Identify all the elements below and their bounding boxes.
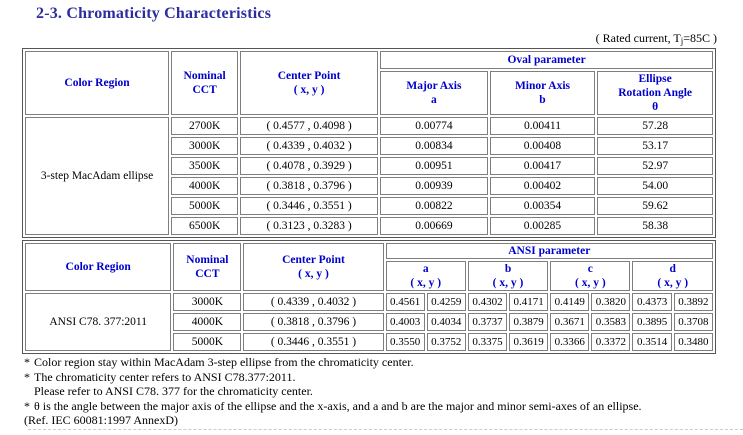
theta-symbol: θ [652,101,659,113]
header-line: Nominal [183,70,226,82]
footnote-theta-definition [24,399,741,414]
page-title: 2-3. Chromaticity Characteristics [36,5,272,22]
cell-major-a: 0.00951 [380,157,488,175]
header-line: ( x, y ) [293,84,325,96]
cell-value: 0.3708 [674,313,713,331]
param-label: a [422,263,429,275]
cell-cct: 2700K [171,117,238,135]
footnote-text: Color region stay within MacAdam 3-step ellipse from the chromaticity center. [34,355,414,369]
cell-center-point: ( 0.4577 , 0.4098 ) [240,117,378,135]
footnote-text: Please refer to ANSI C78. 377 for the chromaticity center. [34,384,313,398]
ansi-header-row-1 [25,243,713,259]
footnotes [24,355,741,428]
cell-cct: 4000K [173,313,241,331]
cell-major-a: 0.00822 [380,197,488,215]
page-bottom-divider [28,429,743,430]
header-line: Minor Axis [514,80,570,92]
param-xy: ( x, y ) [657,277,689,289]
cell-value: 0.3820 [591,293,630,311]
cell-cct: 3000K [171,137,238,155]
table-row [25,293,713,311]
cell-theta: 52.97 [597,157,713,175]
header-line: CCT [195,268,220,280]
footnote-reference [24,413,741,428]
cell-value: 0.3892 [674,293,713,311]
cell-theta: 57.28 [597,117,713,135]
header-param-d [632,261,713,291]
cell-minor-b: 0.00417 [490,157,596,175]
footnote-macadam [24,355,741,370]
ansi-parameter-table [22,240,716,354]
cell-minor-b: 0.00354 [490,197,596,215]
cell-center-point: ( 0.4078 , 0.3929 ) [240,157,378,175]
region-label-ansi: ANSI C78. 377:2011 [25,293,171,351]
cell-theta: 54.00 [597,177,713,195]
footnote-text: θ is the angle between the major axis of the ellipse and the x-axis, and a and b are the major and minor semi-axes of an ellipse. [34,398,642,413]
cell-value: 0.4259 [427,293,466,311]
cell-center-point: ( 0.3818 , 0.3796 ) [240,177,378,195]
cell-theta: 58.38 [597,217,713,235]
header-line: a [431,94,437,106]
header-param-c [550,261,630,291]
cell-minor-b: 0.00408 [490,137,596,155]
cell-value: 0.3737 [468,313,507,331]
cell-minor-b: 0.00411 [490,117,596,135]
param-label: c [587,263,593,275]
cell-major-a: 0.00669 [380,217,488,235]
header-color-region: Color Region [25,243,171,291]
header-line: Major Axis [406,80,462,92]
header-line: ( x, y ) [298,268,329,280]
cell-center-point: ( 0.3446 , 0.3551 ) [243,333,383,351]
footnote-marker: * [24,355,30,369]
cell-cct: 6500K [171,217,238,235]
cell-value: 0.4561 [386,293,425,311]
header-ansi-parameter-group: ANSI parameter [386,243,713,259]
header-line: Ellipse [638,73,672,85]
cell-value: 0.3619 [509,333,548,351]
cell-value: 0.3671 [550,313,589,331]
header-oval-parameter-group: Oval parameter [380,51,713,69]
param-label: d [669,263,676,275]
cell-value: 0.4373 [632,293,671,311]
header-param-a [386,261,466,291]
cell-value: 0.3879 [509,313,548,331]
cell-center-point: ( 0.3446 , 0.3551 ) [240,197,378,215]
header-center-point [243,243,383,291]
footnote-marker: * [24,369,30,384]
cell-value: 0.4171 [509,293,548,311]
header-major-axis [380,71,488,115]
cell-major-a: 0.00774 [380,117,488,135]
rated-note-pre: ( Rated current, T [595,31,681,45]
table-row [25,117,713,135]
cell-value: 0.3514 [632,333,671,351]
cell-value: 0.3752 [427,333,466,351]
cell-value: 0.3366 [550,333,589,351]
cell-major-a: 0.00834 [380,137,488,155]
cell-cct: 3500K [171,157,238,175]
cell-value: 0.4003 [386,313,425,331]
cell-cct: 4000K [171,177,238,195]
cell-cct: 3000K [173,293,241,311]
header-ellipse-rotation-angle [597,71,713,115]
rated-condition-note [596,31,717,46]
header-color-region: Color Region [25,51,169,115]
header-center-point [240,51,378,115]
header-line: b [539,94,546,106]
param-xy: ( x, y ) [574,277,606,289]
cell-cct: 5000K [171,197,238,215]
header-line: CCT [192,84,217,96]
footnote-refer-ansi [24,384,741,399]
header-line: Nominal [186,254,229,266]
cell-value: 0.3550 [386,333,425,351]
cell-value: 0.3895 [632,313,671,331]
region-label-macadam: 3-step MacAdam ellipse [25,117,169,235]
cell-value: 0.3583 [591,313,630,331]
oval-parameter-table [22,48,716,238]
header-nominal-cct [171,51,238,115]
param-label: b [504,263,512,275]
cell-theta: 59.62 [597,197,713,215]
footnote-marker: * [24,398,30,413]
cell-value: 0.3480 [674,333,713,351]
oval-header-row-1 [25,51,713,69]
rated-note-post: =85C ) [683,31,717,45]
cell-center-point: ( 0.4339 , 0.4032 ) [243,293,383,311]
header-minor-axis [490,71,596,115]
header-line: Rotation Angle [618,87,693,99]
header-line: Center Point [277,70,341,82]
cell-minor-b: 0.00402 [490,177,596,195]
header-nominal-cct [173,243,241,291]
cell-value: 0.3372 [591,333,630,351]
rated-note-subscript: j [680,36,684,46]
cell-value: 0.4149 [550,293,589,311]
cell-minor-b: 0.00285 [490,217,596,235]
cell-value: 0.4302 [468,293,507,311]
header-line: Center Point [282,254,345,266]
footnote-chromaticity-center [24,370,741,385]
cell-center-point: ( 0.3123 , 0.3283 ) [240,217,378,235]
cell-theta: 53.17 [597,137,713,155]
cell-value: 0.3375 [468,333,507,351]
cell-value: 0.4034 [427,313,466,331]
cell-center-point: ( 0.3818 , 0.3796 ) [243,313,383,331]
cell-center-point: ( 0.4339 , 0.4032 ) [240,137,378,155]
footnote-text: The chromaticity center refers to ANSI C78.377:2011. [34,369,296,384]
cell-major-a: 0.00939 [380,177,488,195]
param-xy: ( x, y ) [410,277,442,289]
header-param-b [468,261,548,291]
cell-cct: 5000K [173,333,241,351]
param-xy: ( x, y ) [492,277,524,289]
footnote-text: (Ref. IEC 60081:1997 AnnexD) [24,413,178,427]
